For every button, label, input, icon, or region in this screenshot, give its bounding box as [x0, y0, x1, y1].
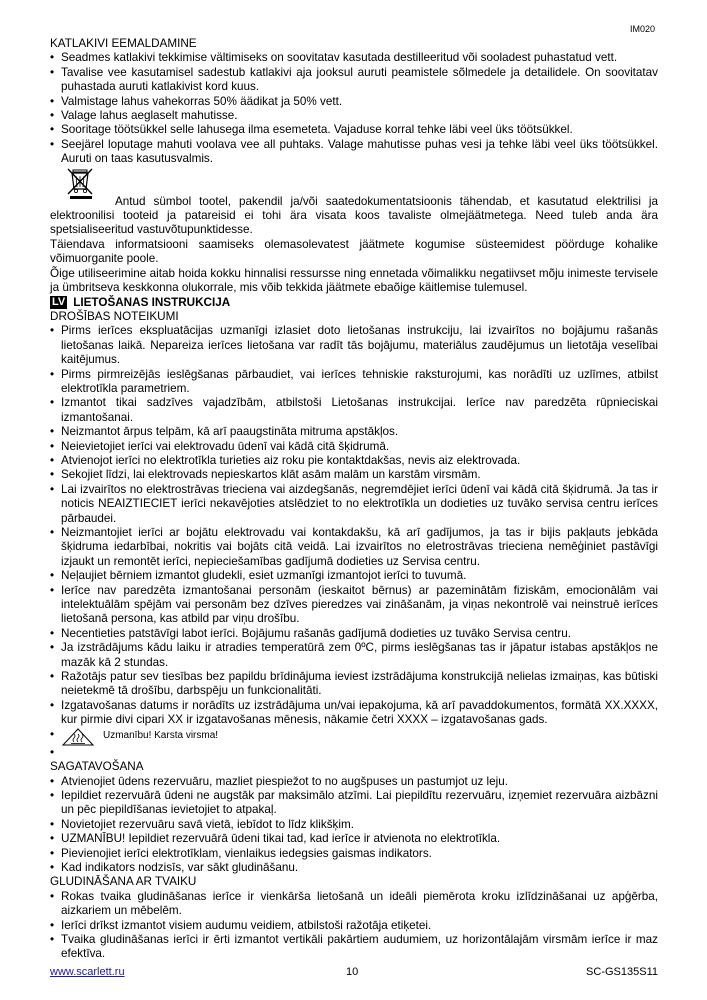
prep-list: [50, 775, 658, 876]
lv-heading: [50, 296, 658, 310]
list-item: • UZMANĪBU! Iepildiet rezervuārā ūdeni tikai tad, kad ierīce ir atvienota no elektrotīkla.: [50, 832, 658, 846]
list-item: • Pirms pirmreizējās ieslēgšanas pārbaudiet, vai ierīces tehniskie raksturojumi, kas norādīti uz uzlīmes, atbilst elektrotīkla parametriem.: [50, 368, 658, 397]
hot-surface-warning-icon: [61, 728, 95, 746]
list-item: • Ražotājs patur sev tiesības bez papildu brīdinājuma ieviest izstrādājuma konstrukcijā nelielas izmaiņas, kas būtiski neietekmē tā drošību, darbspēju un funkcionalitāti.: [50, 670, 658, 699]
crossed-bin-icon: [64, 167, 98, 199]
lv-title: LIETOŠANAS INSTRUKCIJA: [73, 295, 231, 309]
list-item: • Novietojiet rezervuāru savā vietā, iebīdot to līdz klikšķim.: [50, 818, 658, 832]
list-item: • Seadmes katlakivi tekkimise vältimiseks on soovitatav kasutada destilleeritud või sooladest puhastatud vett.: [50, 51, 658, 65]
empty-list-item: [50, 746, 658, 760]
weee-text: Antud sümbol tootel, pakendil ja/või saatedokumentatsioonis tähendab, et kasutatud elektrilisi ja elektroonilisi tooteid ja patareisid ei tohi ära visata koos tavaliste olmejäätmetega. Need tuleb anda ära spetsialiseeritud vastuvõtupunktidesse.: [50, 194, 658, 237]
prep-title: SAGATAVOŠANA: [50, 760, 144, 774]
list-item: • Izgatavošanas datums ir norādīts uz izstrādājuma un/vai iepakojuma, kā arī pavaddokumentos, formātā XX.XXXX, kur pirmie divi cipari XX ir izgatavošanas mēnesis, nākamie četri XXXX – izgatavošanas gads.: [50, 699, 658, 728]
model-code: IM020: [629, 24, 655, 34]
list-item: • Lai izvairītos no elektrostrāvas trieciena vai aizdegšanās, negremdējiet ierīci ūdenī vai kādā citā šķidrumā. Ja tas ir noticis NEAIZTIECIET ierīci nekavējoties atslēdziet to no elektrotīkla un dodieties uz tuvāko servisa centru ierīces pārbaudei.: [50, 483, 658, 526]
list-item: • Valage lahus aeglaselt mahutisse.: [50, 109, 658, 123]
ironing-title: GLUDINĀŠANA AR TVAIKU: [50, 875, 197, 889]
list-item: • Neievietojiet ierīci vai elektrovadu ūdenī vai kādā citā šķidrumā.: [50, 440, 658, 454]
list-item: • Necentieties patstāvīgi labot ierīci. Bojājumu rašanās gadījumā dodieties uz tuvāko Servisa centru.: [50, 627, 658, 641]
list-item: • Izmantot tikai sadzīves vajadzībām, atbilstoši Lietošanas instrukcijai. Ierīce nav paredzēta rūpnieciskai izmantošanai.: [50, 396, 658, 425]
list-item: • Pievienojiet ierīci elektrotīklam, vienlaikus iedegsies gaismas indikators.: [50, 847, 658, 861]
weee-paragraph-2: Täiendava informatsiooni saamiseks olemasolevatest jäätmete kogumise süsteemidest pöörduge kohalike võimuorganite poole.: [50, 237, 658, 266]
list-item: • Sooritage töötsükkel selle lahusega ilma esemeteta. Vajaduse korral tehke läbi veel üks töötsükkel.: [50, 123, 658, 137]
list-item: • Ierīce nav paredzēta izmantošanai personām (ieskaitot bērnus) ar pazeminātām fiziskām, emocionālām vai intelektuālām spējām vai personām bez dzīves pieredzes vai zināšanām, ja viņas nekontrolē vai neinstruē ierīces lietošanā persona, kas atbild par viņu drošību.: [50, 584, 658, 627]
language-badge: LV: [52, 296, 66, 309]
list-item: • Sekojiet līdzi, lai elektrovads nepieskartos klāt asām malām un karstām virsmām.: [50, 468, 658, 482]
list-item: • Rokas tvaika gludināšanas ierīce ir vienkārša lietošanā un ideāli piemērota kroku izlīdzināšanai uz apģērba, aizkariem un mēbelēm.: [50, 890, 658, 919]
website-link[interactable]: www.scarlett.ru: [50, 966, 125, 978]
list-item: • Atvienojiet ūdens rezervuāru, mazliet piespiežot to no augšpuses un pastumjot uz leju.: [50, 775, 658, 789]
list-item: • Iepildiet rezervuārā ūdeni ne augstāk par maksimālo atzīmi. Lai piepildītu rezervuāru, izņemiet rezervuāra aizbāzni un pēc piepildīšanas ievietojiet to atpakaļ.: [50, 789, 658, 818]
caution-text: • Uzmanību! Karsta virsma!: [103, 730, 219, 742]
list-item: • Neizmantojiet ierīci ar bojātu elektrovadu vai kontakdakšu, kā arī gadījumos, ja tas ir bijis pakļauts jebkāda šķidruma iedarbībai, nokritis vai bojāts citā veidā. Lai izvairītos no eletrostrāvas trieciena nemēģiniet pastāvīgi izjaukt un remontēt ierīci, nepieciešamības gadījumā dodieties uz Servisa centru.: [50, 526, 658, 569]
list-item: • Kad indikators nodzisīs, var sākt gludināšanu.: [50, 861, 658, 875]
section-title-descaling: KATLAKIVI EEMALDAMINE: [50, 37, 197, 50]
list-item: • Atvienojot ierīci no elektrotīkla turieties aiz roku pie kontaktdakšas, nevis aiz elektrovada.: [50, 454, 658, 468]
weee-block: [50, 167, 658, 238]
caution-item: [50, 728, 658, 746]
safety-title: DROŠĪBAS NOTEIKUMI: [50, 309, 179, 323]
ironing-list: [50, 890, 658, 962]
list-item: • Seejärel loputage mahuti voolava vee all puhtaks. Valage mahutisse puhas vesi ja tehke läbi veel üks töötsükkel. Auruti on taas kasutusvalmis.: [50, 138, 658, 167]
list-item: • Tavalise vee kasutamisel sadestub katlakivi aja jooksul auruti peamistele sõlmedele ja detailidele. On soovitatav puhastada auruti katlakivist kord kuus.: [50, 66, 658, 95]
page-number: 10: [346, 966, 359, 978]
list-item: • Ierīci drīkst izmantot visiem audumu veidiem, atbilstoši ražotāja etiķetei.: [50, 919, 658, 933]
page-content: [50, 37, 658, 962]
list-item: • Valmistage lahus vahekorras 50% äädikat ja 50% vett.: [50, 95, 658, 109]
safety-list: [50, 324, 658, 760]
list-item: • Tvaika gludināšanas ierīci ir ērti izmantot vertikāli pakārtiem audumiem, uz horizontālajām virsmām ierīce ir maz efektīva.: [50, 933, 658, 962]
list-item: • Neļaujiet bērniem izmantot gludekli, esiet uzmanīgi izmantojot ierīci to tuvumā.: [50, 569, 658, 583]
list-item: • Neizmantot ārpus telpām, kā arī paaugstināta mitruma apstākļos.: [50, 425, 658, 439]
list-item: • Pirms ierīces ekspluatācijas uzmanīgi izlasiet doto lietošanas instrukciju, lai izvairītos no bojājumu rašanās lietošanas laikā. Nepareiza ierīces lietošana var radīt tās bojājumu, materiālus zaudējumus un lietotāja veselībai kaitējumus.: [50, 324, 658, 367]
document-code: SC-GS135S11: [586, 966, 658, 978]
list-item: • Ja izstrādājums kādu laiku ir atradies temperatūrā zem 0ºC, pirms ieslēgšanas tas ir jāpatur istabas apstākļos ne mazāk kā 2 stundas.: [50, 641, 658, 670]
descaling-list: [50, 51, 658, 166]
caution-row: [61, 728, 658, 746]
weee-paragraph-3: Õige utiliseerimine aitab hoida kokku hinnalisi ressursse ning ennetada võimalikku negatiivset mõju inimeste tervisele ja ümbritseva keskkonna olukorrale, mis võib tekkida jäätmete ebaõige käitlemise tulemusel.: [50, 266, 658, 295]
